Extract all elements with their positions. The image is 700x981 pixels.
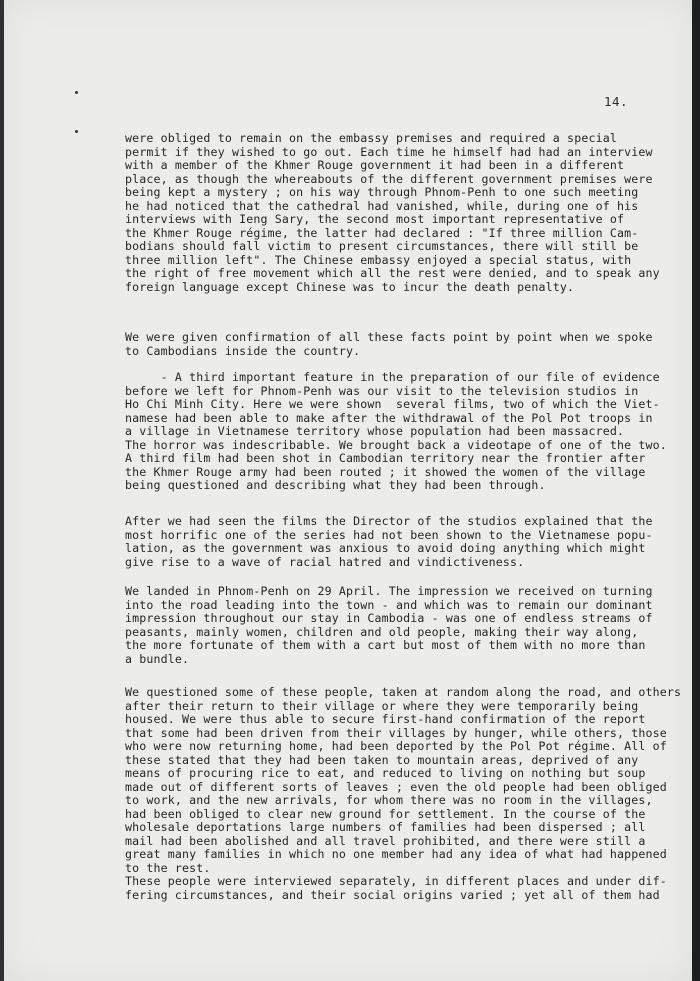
text-line: lation, as the government was anxious to avoid doing anything which might [125,541,646,555]
text-line: made out of different sorts of leaves ; even the old people had been obliged [125,779,667,794]
paragraph-confirmation [125,331,665,358]
text-line: the more fortunate of them with a cart but most of them with no more than [125,638,646,652]
paragraph-director [125,515,665,569]
text-line: most horrific one of the series had not been shown to the Vietnamese popu- [125,527,653,542]
text-line: bodians should fall victim to present circumstances, there will still be [125,239,639,253]
text-line: The horror was indescribable. We brought back a videotape of one of the two. [125,437,667,452]
text-line: permit if they wished to go out. Each time he himself had had an interview [125,144,653,159]
text-line: to Cambodians inside the country. [125,343,361,358]
scan-edge [692,0,700,981]
paragraph-landing [125,585,665,666]
text-line: give rise to a wave of racial hatred and vindictiveness. [125,554,525,569]
punch-mark [75,91,78,94]
text-line: wholesale deportations large numbers of families had been dispersed ; all [125,820,646,834]
text-line: with a member of the Khmer Rouge government it had been in a different [125,158,625,172]
text-line: the right of free movement which all the rest were denied, and to speak any [125,266,660,280]
text-line: - A third important feature in the preparation of our file of evidence [125,370,660,384]
text-line: A third film had been shot in Cambodian territory near the frontier after [125,451,646,465]
text-line: a bundle. [125,651,190,666]
text-line: After we had seen the films the Director of the studios explained that the [125,514,653,528]
text-line: place, as though the whereabouts of the different government premises were [125,171,653,186]
text-line: he had noticed that the cathedral had vanished, while, during one of his [125,198,639,213]
text-line: into the road leading into the town - and which was to remain our dominant [125,597,653,612]
text-line: before we left for Phnom-Penh was our visit to the television studios in [125,383,639,398]
text-line: a village in Vietnamese territory whose population had been massacred. [125,424,625,438]
text-line: who were now returning home, had been deported by the Pol Pot régime. All of [125,739,667,753]
page-number: 14. [604,94,629,109]
text-line: housed. We were thus able to secure first-hand confirmation of the report [125,712,646,726]
text-line: being questioned and describing what they had been through. [125,478,546,492]
text-line: We questioned some of these people, taken at random along the road, and others [125,685,682,699]
text-line: Ho Chi Minh City. Here we were shown several films, two of which the Viet- [125,397,660,411]
punch-mark [75,130,78,133]
paragraph-television-studios [125,371,665,493]
text-line: to the rest. [125,860,211,875]
text-line: foreign language except Chinese was to incur the death penalty. [125,279,575,294]
text-line: mail had been abolished and all travel prohibited, and there were still a [125,833,646,848]
text-line: great many families in which no one member had any idea of what had happened [125,847,667,861]
text-line: had been obliged to clear new ground for settlement. In the course of the [125,806,646,821]
text-line: namese had been able to make after the withdrawal of the Pol Pot troops in [125,410,653,425]
text-line: the Khmer Rouge army had been routed ; it showed the women of the village [125,464,646,479]
text-line: these stated that they had been taken to mountain areas, deprived of any [125,752,639,767]
text-line: being kept a mystery ; on his way through Phnom-Penh to one such meeting [125,185,639,199]
text-line: These people were interviewed separately, in different places and under dif- [125,874,667,888]
text-line: fering circumstances, and their social origins varied ; yet all of them had [125,887,660,902]
text-line: We were given confirmation of all these facts point by point when we spoke [125,330,653,344]
paragraph-embassy [125,132,665,294]
paragraph-questioning [125,685,682,902]
text-line: We landed in Phnom-Penh on 29 April. The impression we received on turning [125,584,653,598]
text-line: were obliged to remain on the embassy premises and required a special [125,131,617,145]
text-line: interviews with Ieng Sary, the second most important representative of [125,212,625,226]
text-line: to work, and the new arrivals, for whom there was no room in the villages, [125,793,653,807]
text-line: three million left". The Chinese embassy enjoyed a special status, with [125,252,632,267]
text-line: means of procuring rice to eat, and reduced to living on nothing but soup [125,766,646,780]
text-line: impression throughout our stay in Cambodia - was one of endless streams of [125,611,653,625]
text-line: that some had been driven from their villages by hunger, while others, those [125,725,667,740]
text-line: the Khmer Rouge régime, the latter had declared : "If three million Cam- [125,225,639,240]
text-line: peasants, mainly women, children and old people, making their way along, [125,624,639,639]
text-line: after their return to their village or where they were temporarily being [125,698,639,713]
